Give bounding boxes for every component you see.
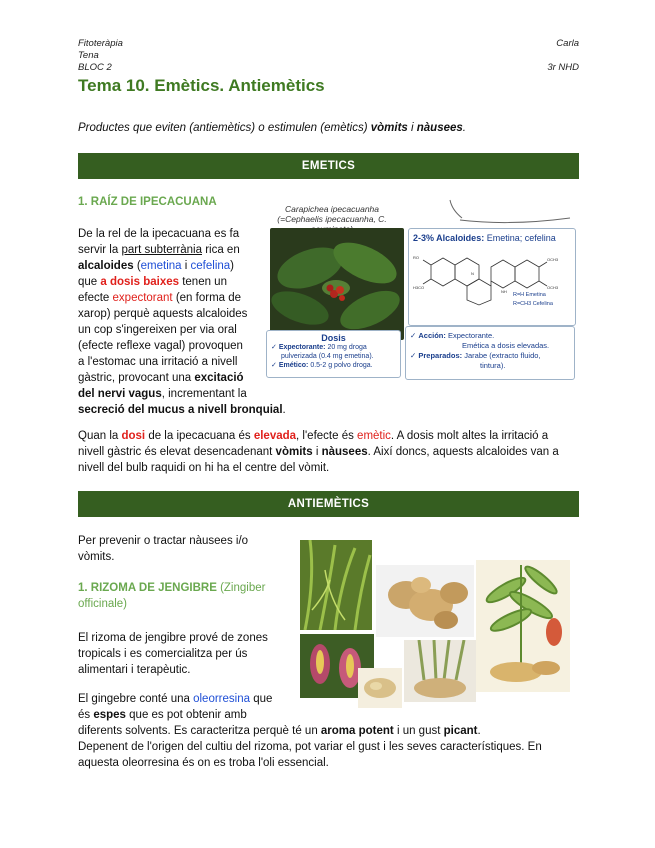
header-right [547, 38, 579, 74]
svg-text:OCH3: OCH3 [547, 285, 559, 290]
dosis-box [266, 330, 401, 378]
svg-text:N: N [471, 271, 474, 276]
banner-emetics: EMETICS [78, 153, 579, 179]
header-bloc: BLOC 2 [78, 62, 112, 73]
dosis-items: ✓ Expectorante: 20 mg droga pulverizada (0.4 mg emetina). ✓ Emético: 0.5-2 g polvo droga. [271, 344, 374, 369]
ginger-slices-photo [358, 668, 402, 708]
section-heading-jengibre: 1. RIZOMA DE JENGIBRE (Zingiber officinale) [78, 582, 266, 610]
ginger-leaves-photo [300, 540, 372, 630]
ipecacuana-paragraph: De la rel de la ipecacuana es fa servir la part subterrània rica en alcaloides (emetina i cefelina) que a dosis baixes tenen un efecte expectorant (en forma de xarop) perquè aquests alcaloides un cop s'ingereixen per via oral (efecte reflexe vagal) provoquen a l'estomac una irritació a nivell gàstric, provocant una excitació del nervi vagus, incrementant la secreció del mucus a nivell bronquial. [78, 228, 286, 416]
header-left [78, 38, 123, 74]
svg-text:RO: RO [413, 255, 419, 260]
decorative-curve [440, 198, 580, 228]
banner-antiemetics: ANTIEMÈTICS [78, 491, 579, 517]
page-title: Tema 10. Emètics. Antiemètics [78, 76, 325, 95]
svg-text:H3CO: H3CO [413, 285, 425, 290]
accion-box [405, 326, 575, 380]
jengibre-paragraph-1: El rizoma de jengibre prové de zones tropicals i es comercialitza per ús alimentari i terapèutic. [78, 632, 268, 676]
ginger-roots-photo [404, 640, 476, 702]
figure-caption: Carapichea ipecacuanha (=Cephaelis ipecacuanha, C. [277, 204, 387, 224]
header-author: Carla [556, 38, 579, 49]
jengibre-paragraph-2: El gingebre conté una oleorresina que és espes que es pot obtenir amb diferents solvents. Es caracteritza perquè té un aroma potent i un gust picant. Depenent de l'origen del cultiu del rizoma, pot variar el gust i les seves característiques. En aquesta oleorresina és on es troba l'oli essencial. [78, 693, 542, 769]
header-name: Tena [78, 50, 99, 61]
ipecacuana-dose-paragraph: Quan la dosi de la ipecacuana és elevada, l'efecte és emètic. A dosis molt altes la irritació a nivell gàstric és elevat desencadenant vòmits i nàusees. Així doncs, aquests alcaloides van a nivell del bulb raquidi on hi ha el centre del vòmit. [78, 430, 559, 474]
intro-text: Productes que eviten (antiemètics) o estimulen (emètics) vòmits i nàusees. [78, 122, 466, 134]
header-course: 3r NHD [547, 62, 579, 73]
svg-text:NH: NH [501, 289, 507, 294]
header-subject: Fitoteràpia [78, 38, 123, 49]
dosis-title: Dosis [321, 333, 346, 343]
accion-items: ✓ Acción: Expectorante. Emética a dosis elevadas. ✓ Preparados: Jarabe (extracto fluido, tintura). [410, 331, 550, 370]
alkaloids-title: 2-3% Alcaloides: Emetina; cefelina [413, 233, 556, 243]
ginger-botanical-illustration [476, 560, 570, 692]
section-heading-ipecacuana: 1. RAÍZ DE IPECACUANA [78, 196, 217, 208]
svg-text:OCH3: OCH3 [547, 257, 559, 262]
ipecacuanha-plant-photo [270, 228, 404, 340]
alkaloids-box [408, 228, 576, 326]
antiemetics-intro: Per prevenir o tractar nàusees i/o vòmits. [78, 535, 249, 563]
ginger-rhizome-photo [376, 565, 474, 637]
alkaloids-legend: R=H Emetina R=CH3 Cefelina [513, 292, 553, 307]
